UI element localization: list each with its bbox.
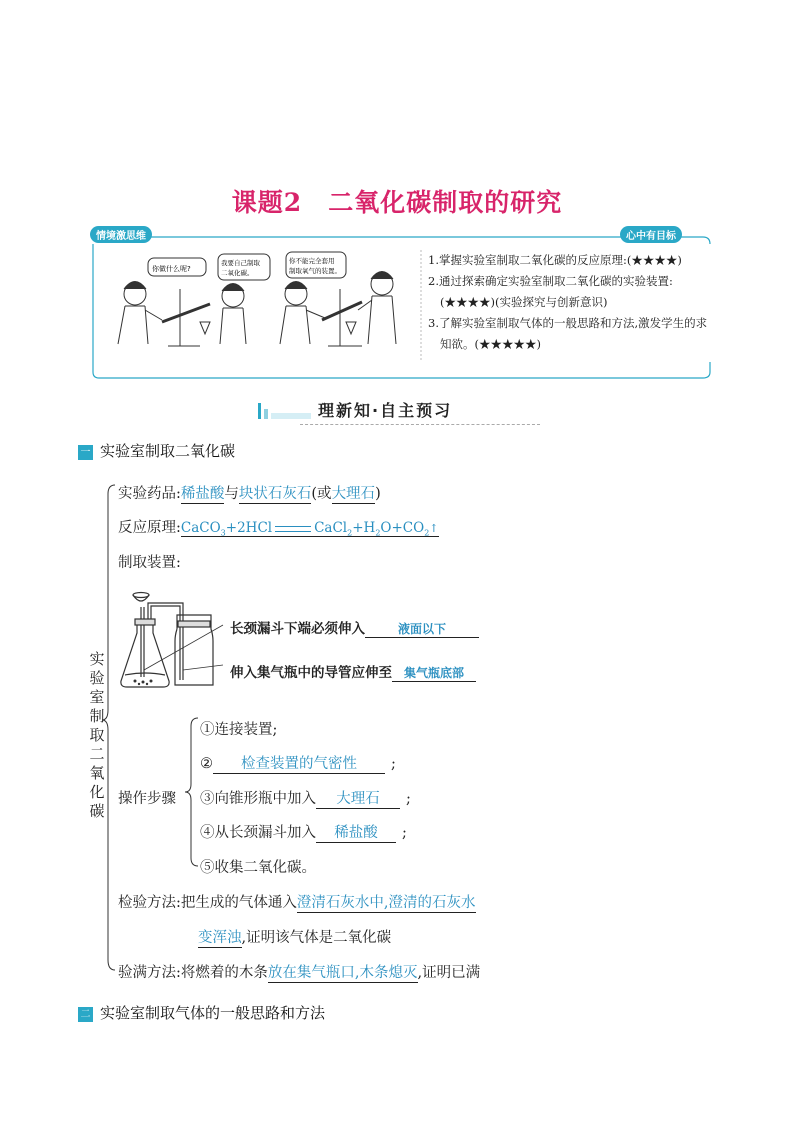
- full-check-line: [118, 961, 480, 983]
- bubble-3-line2: 制取氧气的装置。: [289, 267, 341, 275]
- test-conclusion: ,证明该气体是二氧化碳: [241, 930, 392, 946]
- scene-tag: 情境激思维: [90, 226, 152, 243]
- learning-goals: [428, 250, 708, 355]
- page-title: 课题2 二氧化碳制取的研究: [231, 188, 563, 217]
- full-check-answer: 放在集气瓶口,木条熄灭: [268, 961, 418, 983]
- step-2: [200, 752, 396, 774]
- step-punct: ;: [406, 791, 411, 807]
- drugs-text: ): [375, 486, 381, 502]
- part2-number: 二: [78, 1007, 93, 1022]
- gas-arrow-icon: ↑: [429, 522, 439, 535]
- part2-heading-text: 实验室制取气体的一般思路和方法: [100, 1004, 326, 1022]
- section-divider: [300, 424, 540, 426]
- equals-sign: [275, 526, 311, 532]
- goal-item: 2.通过探索确定实验室制取二氧化碳的实验装置:(★★★★)(实验探究与创新意识): [428, 274, 673, 309]
- step-2-answer: 检查装置的气密性: [213, 752, 385, 774]
- step-punct: ;: [402, 825, 407, 841]
- full-check-conclusion: ,证明已满: [417, 965, 481, 981]
- eq-part: CaCO: [180, 520, 221, 536]
- goal-item: 1.掌握实验室制取二氧化碳的反应原理:(★★★★): [428, 253, 682, 267]
- funnel-callout: [230, 617, 479, 638]
- test-answer-1: 澄清石灰水中,澄清的石灰水: [297, 891, 476, 913]
- funnel-answer: 液面以下: [365, 620, 479, 638]
- part1-heading-text: 实验室制取二氧化碳: [100, 442, 236, 460]
- part2-heading: [78, 1002, 325, 1023]
- step-number: ②: [200, 756, 213, 772]
- step-punct: ;: [391, 756, 396, 772]
- vertical-topic-label: 实验室制取二氧化碳: [89, 650, 105, 820]
- test-label: 检验方法:把生成的气体通入: [118, 895, 297, 911]
- goal-item: 3.了解实验室制取气体的一般思路和方法,激发学生的求知欲。(★★★★★): [428, 316, 708, 351]
- step-3-answer: 大理石: [316, 787, 400, 809]
- bubble-2-line2: 二氧化碳。: [221, 269, 254, 277]
- drugs-text: 与: [224, 486, 239, 502]
- goals-tag: 心中有目标: [620, 226, 682, 243]
- step-4: [200, 821, 407, 843]
- full-check-label: 验满方法:将燃着的木条: [118, 965, 268, 981]
- eq-part: +2HCl: [225, 520, 273, 536]
- test-answer-2: 变浑浊: [198, 926, 242, 948]
- principle-line: [118, 516, 439, 538]
- bubble-1: 你做什么呢?: [152, 265, 191, 273]
- drugs-label: 实验药品:: [118, 486, 181, 502]
- drugs-answer-marble: 大理石: [332, 482, 376, 504]
- section-header-decoration: [258, 399, 314, 421]
- bubble-2-line1: 我要自己制取: [221, 259, 260, 267]
- eq-sub: 2: [424, 528, 430, 538]
- co2-apparatus-diagram: [115, 585, 225, 695]
- drugs-answer-acid: 稀盐酸: [181, 482, 225, 504]
- drugs-line: [118, 482, 381, 504]
- steps-label: 操作步骤: [118, 791, 176, 807]
- part1-number: 一: [78, 445, 93, 460]
- tube-answer: 集气瓶底部: [392, 664, 476, 682]
- part1-heading: [78, 440, 235, 461]
- classroom-illustration: [100, 244, 420, 354]
- step-text: ③向锥形瓶中加入: [200, 791, 316, 807]
- eq-sub: 2: [375, 528, 381, 538]
- section-header: 理新知·自主预习: [318, 401, 453, 420]
- drugs-answer-limestone: 石灰石: [268, 482, 312, 504]
- step-3: [200, 787, 411, 809]
- drugs-text: (或: [311, 486, 332, 502]
- eq-part: CaCl: [314, 520, 348, 536]
- test-method-line2: [198, 926, 391, 948]
- step-1: ①连接装置;: [200, 722, 278, 738]
- eq-sub: 2: [347, 528, 353, 538]
- apparatus-label: 制取装置:: [118, 555, 181, 571]
- drugs-answer-lump: 块状: [239, 482, 268, 504]
- eq-part: +H: [352, 520, 376, 536]
- test-method-line1: [118, 891, 476, 913]
- tube-callout-text: 伸入集气瓶中的导管应伸至: [230, 665, 392, 681]
- eq-part: O+CO: [380, 520, 425, 536]
- bubble-3-line1: 你不能完全套用: [289, 257, 335, 265]
- step-5: ⑤收集二氧化碳。: [200, 860, 316, 876]
- tube-callout: [230, 661, 476, 682]
- funnel-callout-text: 长颈漏斗下端必须伸入: [230, 621, 365, 637]
- step-4-answer: 稀盐酸: [316, 821, 396, 843]
- eq-sub: 3: [220, 528, 226, 538]
- step-text: ④从长颈漏斗加入: [200, 825, 316, 841]
- principle-label: 反应原理:: [118, 520, 181, 536]
- reaction-equation: [181, 520, 439, 537]
